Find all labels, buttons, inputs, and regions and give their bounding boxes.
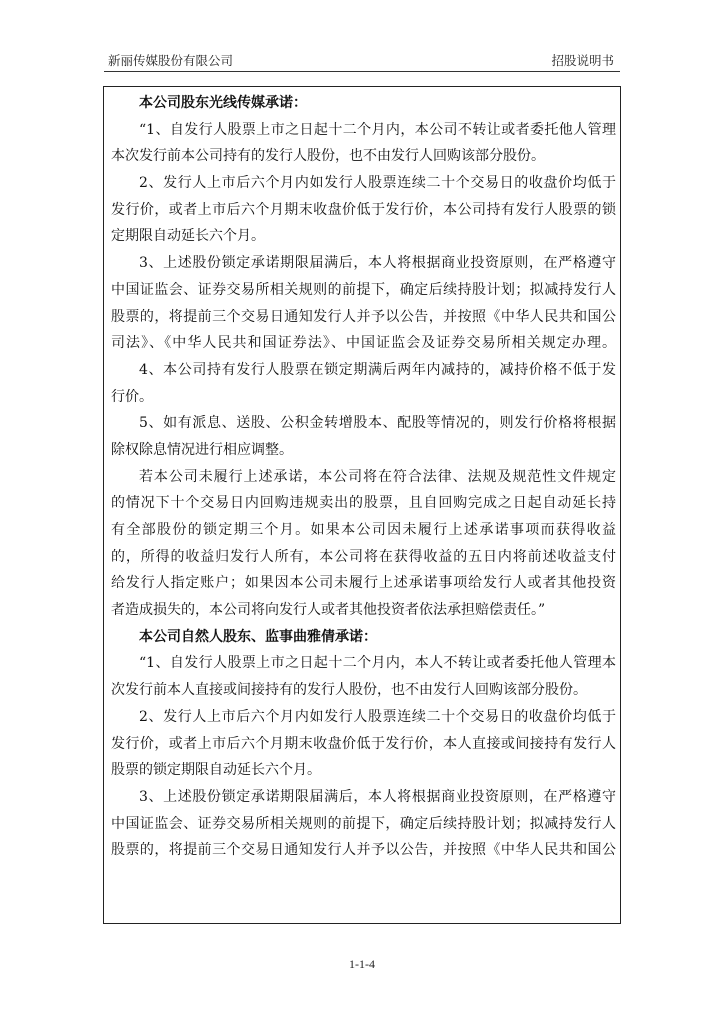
company-name: 新丽传媒股份有限公司 <box>108 53 234 68</box>
commitment-text-body <box>111 90 616 864</box>
text-line: 的情况下十个交易日内回购违规卖出的股票，且自回购完成之日起自动延长持 <box>111 495 616 512</box>
text-line: 3、上述股份锁定承诺期限届满后，本人将根据商业投资原则，在严格遵守 <box>139 788 616 805</box>
text-line: 的，所得的收益归发行人所有，本公司将在获得收益的五日内将前述收益支付 <box>111 548 616 565</box>
text-line: 2、发行人上市后六个月内如发行人股票连续二十个交易日的收盘价均低于 <box>139 175 616 192</box>
text-line: 若本公司未履行上述承诺，本公司将在符合法律、法规及规范性文件规定 <box>139 468 616 485</box>
text-line: 4、本公司持有发行人股票在锁定期满后两年内减持的，减持价格不低于发 <box>139 361 616 378</box>
section-heading: 本公司股东光线传媒承诺： <box>139 95 307 111</box>
text-line: 次发行前本人直接或间接持有的发行人股份，也不由发行人回购该部分股份。 <box>111 682 587 699</box>
text-line: 发行价，或者上市后六个月期末收盘价低于发行价，本人直接或间接持有发行人 <box>111 735 616 752</box>
section-heading: 本公司自然人股东、监事曲雅倩承诺： <box>139 628 377 645</box>
page-header <box>104 49 620 69</box>
text-line: 者造成损失的，本公司将向发行人或者其他投资者依法承担赔偿责任。” <box>111 602 546 619</box>
text-line: 3、上述股份锁定承诺期限届满后，本人将根据商业投资原则，在严格遵守 <box>139 255 616 272</box>
text-line: 发行价，或者上市后六个月期末收盘价低于发行价，本公司持有发行人股票的锁 <box>111 201 616 218</box>
text-line: 2、发行人上市后六个月内如发行人股票连续二十个交易日的收盘价均低于 <box>139 708 616 725</box>
header-rule <box>104 71 620 72</box>
text-line: 股票的锁定期限自动延长六个月。 <box>111 762 321 779</box>
text-line: 有全部股份的锁定期三个月。如果本公司因未履行上述承诺事项而获得收益 <box>111 522 616 538</box>
document-type: 招股说明书 <box>551 53 614 68</box>
text-line: 中国证监会、证券交易所相关规则的前提下，确定后续持股计划；拟减持发行人 <box>111 815 616 832</box>
text-line: 股票的，将提前三个交易日通知发行人并予以公告，并按照《中华人民共和国公 <box>111 842 616 859</box>
page-number: 1-1-4 <box>349 957 375 971</box>
text-line: 5、如有派息、送股、公积金转增股本、配股等情况的，则发行价格将根据 <box>139 415 616 432</box>
text-line: 股票的，将提前三个交易日通知发行人并予以公告，并按照《中华人民共和国公 <box>111 308 616 325</box>
text-line: 中国证监会、证券交易所相关规则的前提下，确定后续持股计划；拟减持发行人 <box>111 281 616 298</box>
text-line: 行价。 <box>111 388 153 405</box>
text-line: 除权除息情况进行相应调整。 <box>111 441 293 458</box>
text-line: 司法》、《中华人民共和国证券法》、中国证监会及证券交易所相关规定办理。 <box>111 335 616 352</box>
text-line: 定期限自动延长六个月。 <box>111 228 265 245</box>
text-line: “1、自发行人股票上市之日起十二个月内，本公司不转让或者委托他人管理 <box>139 121 616 138</box>
text-line: “1、自发行人股票上市之日起十二个月内，本人不转让或者委托他人管理本 <box>139 655 616 672</box>
text-line: 给发行人指定账户；如果因本公司未履行上述承诺事项给发行人或者其他投资 <box>111 575 616 592</box>
text-line: 本次发行前本公司持有的发行人股份，也不由发行人回购该部分股份。 <box>111 148 545 165</box>
